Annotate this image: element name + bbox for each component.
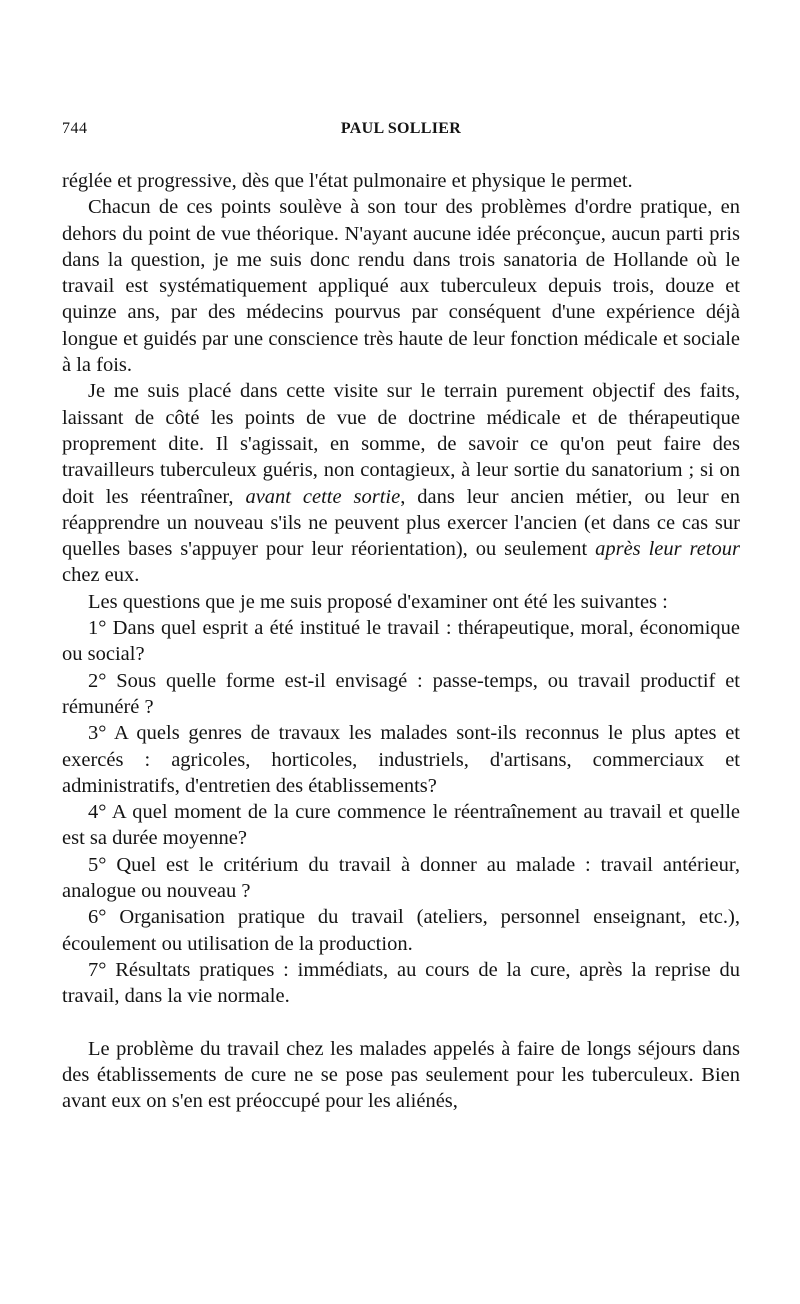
page-number: 744 — [62, 120, 88, 137]
question-item-2: 2° Sous quelle forme est-il envisagé : passe-temps, ou travail productif et rémunéré ? — [62, 669, 740, 718]
book-page — [62, 112, 740, 1114]
paragraph-points: Chacun de ces points soulève à son tour des problèmes d'ordre pratique, en dehors du point de vue théorique. N'ayant aucune idée préconçue, aucun parti pris dans la question, je me suis donc rendu dans trois sanatoria de Hollande où le travail est systématiquement appliqué aux tuberculeux depuis trois, douze et quinze ans, par des médecins pourvus par conséquent d'une expérience déjà longue et guidés par une conscience très haute de leur fonction médicale et sociale à la fois. — [62, 196, 740, 377]
paragraph-questions-intro: Les questions que je me suis proposé d'examiner ont été les suivantes : — [88, 590, 668, 613]
question-item-3: 3° A quels genres de travaux les malades sont-ils reconnus le plus aptes et exercés : agricoles, horticoles, industriels, d'artisans, commerciaux et administratifs, d'entretien des établissements? — [62, 722, 740, 797]
paragraph-continuation: réglée et progressive, dès que l'état pulmonaire et physique le permet. — [62, 170, 633, 192]
question-item-1: 1° Dans quel esprit a été institué le travail : thérapeutique, moral, économique ou social? — [62, 617, 740, 666]
italic-avant-cette-sortie: avant cette sortie — [245, 485, 401, 508]
question-item-5: 5° Quel est le critérium du travail à donner au malade : travail antérieur, analogue ou nouveau ? — [62, 853, 740, 903]
paragraph-visit-text-2: , dans leur ancien métier, ou leur en réapprendre un nouveau s'ils ne peuvent plus exercer l'ancien (et dans ce cas sur quelles bases s'appuyer pour leur réorientation), ou seulement — [62, 485, 740, 561]
question-item-4: 4° A quel moment de la cure commence le réentraînement au travail et quelle est sa durée moyenne? — [62, 801, 740, 850]
question-item-7: 7° Résultats pratiques : immédiats, au cours de la cure, après la reprise du travail, dans la vie normale. — [62, 958, 740, 1008]
question-item-6: 6° Organisation pratique du travail (ateliers, personnel enseignant, etc.), écoulement ou utilisation de la production. — [62, 906, 740, 955]
paragraph-visit — [62, 378, 740, 588]
body-text — [62, 168, 740, 1114]
page-header — [62, 112, 740, 142]
paragraph-visit-text-1: Je me suis placé dans cette visite sur le terrain purement objectif des faits, laissant de côté les points de vue de doctrine médicale et de thérapeutique proprement dite. Il s'agissait, en somme, de savoir ce qu'on peut faire des travailleurs tuberculeux guéris, non contagieux, à leur sortie du sanatorium ; si on doit les réentraîner, — [62, 380, 740, 508]
running-title: PAUL SOLLIER — [340, 120, 462, 137]
paragraph-closing: Le problème du travail chez les malades appelés à faire de longs séjours dans des établissements de cure ne se pose pas seulement pour les tuberculeux. Bien avant eux on s'en est préoccupé pour les aliénés, — [62, 1037, 740, 1113]
paragraph-visit-text-3: chez eux. — [62, 564, 140, 587]
italic-apres-leur-retour: après leur retour — [595, 538, 740, 561]
